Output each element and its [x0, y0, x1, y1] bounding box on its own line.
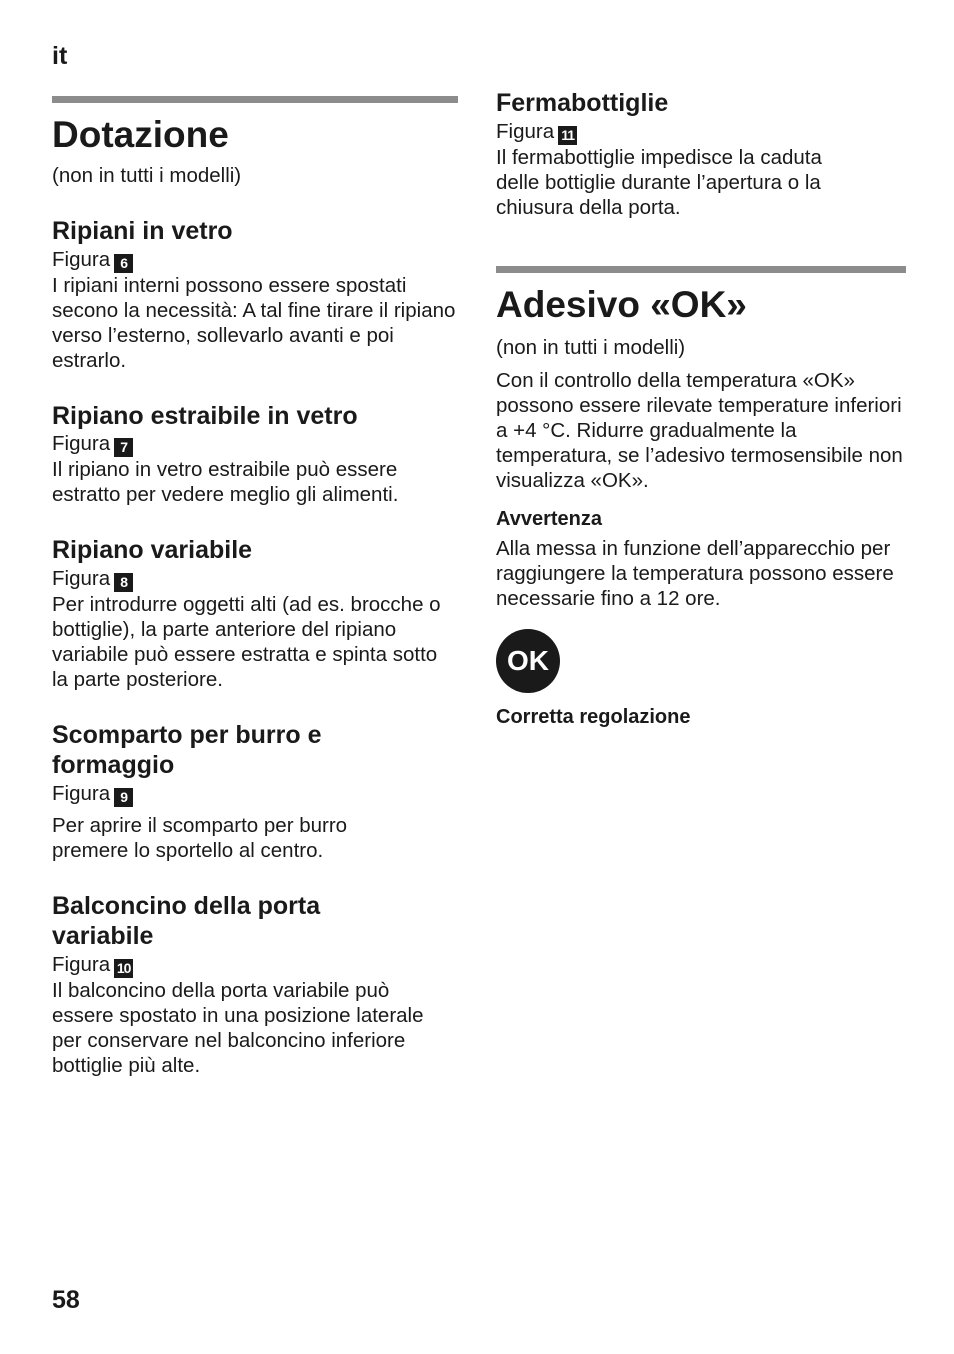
- heading-ripiani-vetro: Ripiani in vetro: [52, 217, 233, 246]
- language-code: it: [52, 42, 68, 70]
- right-column: [496, 88, 906, 730]
- heading-ripiano-variabile: Ripiano variabile: [52, 536, 253, 565]
- body-text: Per aprire il scomparto per burro premere lo sportello al centro.: [52, 813, 348, 862]
- figure-number-badge: 9: [114, 788, 133, 807]
- figure-number-badge: 7: [114, 438, 133, 457]
- body-text: Il ripiano in vetro estraibile può essere estratto per vedere meglio gli alimenti.: [52, 458, 399, 507]
- figure-ref: Figura 6: [52, 247, 458, 273]
- body-text: Il balconcino della porta variabile può essere spostato in una posizione laterale per conservare nel balconcino inferiore bottiglie più alte.: [52, 978, 424, 1077]
- warning-text: Alla messa in funzione dell’apparecchio per raggiungere la temperatura possono essere necessarie fino a 12 ore.: [496, 536, 894, 610]
- models-note: (non in tutti i modelli): [496, 335, 686, 359]
- figure-number-badge: 11: [558, 126, 577, 145]
- heading-balconcino: Balconcino della porta variabile: [52, 891, 321, 951]
- body-text: Il fermabottiglie impedisce la caduta delle bottiglie durante l’apertura o la chiusura della porta.: [496, 145, 822, 219]
- heading-ripiano-estraibile: Ripiano estraibile in vetro: [52, 401, 358, 430]
- section-title-adesivo-ok: Adesivo «OK»: [496, 283, 747, 325]
- body-text: Con il controllo della temperatura «OK» possono essere rilevate temperature inferiori a +4 °C. Ridurre gradualmente la temperatura, se l’adesivo termosensibile non visualizza «OK».: [496, 368, 903, 492]
- models-note: (non in tutti i modelli): [52, 164, 242, 188]
- body-text: Per introdurre oggetti alti (ad es. brocche o bottiglie), la parte anteriore del ripiano variabile può essere estratta e spinta sotto la parte posteriore.: [52, 592, 441, 691]
- left-column: [52, 96, 458, 1078]
- page-number: 58: [52, 1286, 80, 1314]
- figure-ref: Figura 8: [52, 566, 458, 592]
- heading-fermabottiglie: Fermabottiglie: [496, 89, 669, 117]
- figure-ref: Figura 9: [52, 781, 458, 807]
- section-rule: [52, 96, 458, 103]
- badge-caption: Corretta regolazione: [496, 705, 691, 728]
- ok-icon: OK: [496, 629, 560, 693]
- body-text: I ripiani interni possono essere spostati seconо la necessità: A tal fine tirare il ripiano verso l’esterno, sollevarlo avanti e poi estrarlo.: [52, 273, 456, 372]
- warning-heading: Avvertenza: [496, 507, 602, 530]
- figure-number-badge: 6: [114, 254, 133, 273]
- section-rule: [496, 266, 906, 273]
- figure-ref: Figura 11: [496, 119, 906, 145]
- figure-ref: Figura 10: [52, 952, 458, 978]
- figure-ref: Figura 7: [52, 431, 458, 457]
- figure-number-badge: 8: [114, 573, 133, 592]
- section-title-dotazione: Dotazione: [52, 114, 229, 155]
- heading-scomparto-burro: Scomparto per burro e formaggio: [52, 720, 322, 780]
- figure-number-badge: 10: [114, 959, 133, 978]
